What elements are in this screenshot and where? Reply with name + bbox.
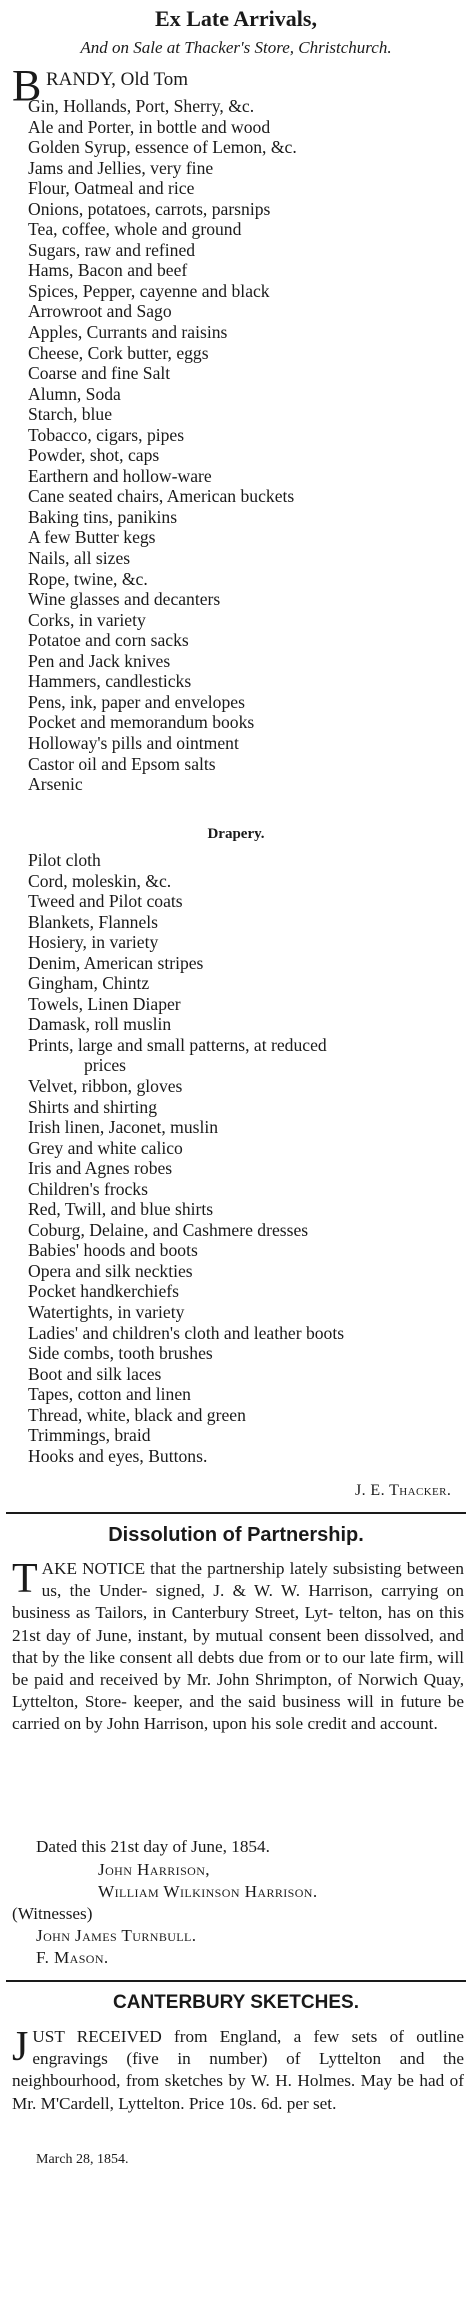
list-item: Watertights, in variety — [28, 1302, 185, 1323]
sketches-notice-body — [12, 2026, 464, 2115]
list-item: Ale and Porter, in bottle and wood — [28, 116, 271, 137]
list-item: Potatoe and corn sacks — [28, 630, 189, 651]
list-item: Prints, large and small patterns, at reduced — [28, 1034, 327, 1055]
text-line: carried on by John Harrison, upon his sole — [12, 1714, 304, 1734]
list-item: Pen and Jack knives — [28, 650, 171, 671]
list-item: Damask, roll muslin — [28, 1014, 172, 1035]
list-item: Gingham, Chintz — [28, 973, 150, 994]
list-item: Cane seated chairs, American buckets — [28, 486, 295, 507]
list-item: Trimmings, braid — [28, 1425, 151, 1446]
list-item: Red, Twill, and blue shirts — [28, 1199, 214, 1220]
list-item: Powder, shot, caps — [28, 445, 160, 466]
text-line: lately subsisting between us, the Under- — [41, 1559, 464, 1601]
witness-mason: F. Mason. — [36, 1948, 109, 1967]
list-item: Coburg, Delaine, and Cashmere dresses — [28, 1219, 309, 1240]
list-item: prices — [84, 1055, 127, 1076]
list-item: Tweed and Pilot coats — [28, 891, 183, 912]
list-item: Tapes, cotton and linen — [28, 1384, 191, 1405]
list-item: Holloway's pills and ointment — [28, 732, 239, 753]
list-item: Pocket and memorandum books — [28, 712, 255, 733]
list-item: Baking tins, panikins — [28, 506, 178, 527]
list-item: Hams, Bacon and beef — [28, 260, 188, 281]
list-item: Gin, Hollands, Port, Sherry, &c. — [28, 96, 255, 116]
list-item: Spices, Pepper, cayenne and black — [28, 280, 270, 301]
list-item: Hosiery, in variety — [28, 932, 159, 953]
list-item: Irish linen, Jaconet, muslin — [28, 1117, 219, 1138]
list-item: Starch, blue — [28, 404, 113, 425]
list-item: Alumn, Soda — [28, 383, 121, 404]
list-item: Iris and Agnes robes — [28, 1158, 173, 1179]
list-item: Hammers, candlesticks — [28, 671, 192, 692]
first-item-text: RANDY, Old Tom — [46, 69, 189, 90]
list-item: Coarse and fine Salt — [28, 363, 171, 384]
list-item: Side combs, tooth brushes — [28, 1343, 213, 1364]
witness-turnbull: John James Turnbull. — [36, 1926, 197, 1945]
list-item: Velvet, ribbon, gloves — [28, 1076, 183, 1097]
divider-rule — [6, 1980, 466, 1982]
list-item: Nails, all sizes — [28, 548, 131, 569]
ad-title-canterbury-sketches: CANTERBURY SKETCHES. — [113, 1992, 359, 2013]
divider-rule — [6, 1512, 466, 1514]
text-line: credit and account. — [307, 1714, 438, 1734]
list-item: Arrowroot and Sago — [28, 301, 172, 322]
drop-cap-letter: T — [12, 1556, 38, 1602]
list-item: Denim, American stripes — [28, 952, 204, 973]
list-item: Pens, ink, paper and envelopes — [28, 691, 245, 712]
list-item: Tobacco, cigars, pipes — [28, 424, 185, 445]
text-line: business as Tailors, in Canterbury Street, Lyt- — [12, 1603, 334, 1623]
list-item: Pocket handkerchiefs — [28, 1281, 179, 1302]
list-item: Arsenic — [28, 774, 83, 795]
list-item: Flour, Oatmeal and rice — [28, 178, 195, 199]
dissolution-notice-body — [12, 1558, 464, 1736]
drapery-heading: Drapery. — [207, 826, 265, 842]
signature-text: J. E. Thacker. — [355, 1482, 452, 1499]
text-line: UST RECEIVED from England, a few — [32, 2027, 340, 2046]
list-item: Rope, twine, &c. — [28, 568, 148, 589]
ad-subtitle-thackers-store: And on Sale at Thacker's Store, Christchurch. — [80, 38, 392, 57]
list-item: Jams and Jellies, very fine — [28, 157, 214, 178]
list-item: A few Butter kegs — [28, 527, 156, 548]
list-item: Corks, in variety — [28, 609, 146, 630]
signature-thacker — [355, 1482, 451, 1500]
list-item: Hooks and eyes, Buttons. — [28, 1445, 208, 1466]
list-item: Blankets, Flannels — [28, 911, 158, 932]
drop-cap-letter: J — [12, 2024, 29, 2070]
list-item: Boot and silk laces — [28, 1363, 162, 1384]
grocery-item-list — [28, 96, 468, 795]
list-item: Onions, potatoes, carrots, parsnips — [28, 198, 271, 219]
signer-john-harrison: John Harrison, — [98, 1860, 210, 1879]
list-item: Cord, moleskin, &c. — [28, 870, 172, 891]
dated-line: Dated this 21st day of June, 1854. — [36, 1837, 270, 1856]
ad-title-dissolution: Dissolution of Partnership. — [108, 1524, 364, 1546]
list-item: Babies' hoods and boots — [28, 1240, 198, 1261]
list-item: Ladies' and children's cloth and leather boots — [28, 1322, 345, 1343]
list-item: Sugars, raw and refined — [28, 239, 196, 260]
text-line: of Lyttelton and the neighbourhood, from — [12, 2049, 464, 2091]
list-item: Apples, Currants and raisins — [28, 322, 228, 343]
text-line: M'Cardell, Lyttelton. Price 10s. 6d. per set. — [40, 2093, 337, 2113]
list-item: Children's frocks — [28, 1178, 148, 1199]
notice-date: March 28, 1854. — [36, 2152, 129, 2167]
list-item: Tea, coffee, whole and ground — [28, 219, 242, 240]
list-item: Pilot cloth — [28, 850, 101, 870]
text-line: signed, J. & W. W. Harrison, carrying on — [155, 1581, 464, 1601]
text-line: Shrimpton, of Norwich Quay, Lyttelton, Store- — [12, 1670, 465, 1712]
witnesses-label: (Witnesses) — [12, 1904, 93, 1923]
list-item: Cheese, Cork butter, eggs — [28, 342, 209, 363]
text-line: AKE NOTICE that the partnership — [41, 1559, 285, 1578]
list-item: Wine glasses and decanters — [28, 589, 221, 610]
ad-title-ex-late-arrivals: Ex Late Arrivals, — [155, 6, 317, 31]
text-line: like consent all debts due from or to our late — [89, 1647, 395, 1667]
list-item: Golden Syrup, essence of Lemon, &c. — [28, 137, 297, 158]
list-item: Earthern and hollow-ware — [28, 465, 212, 486]
drapery-item-list — [28, 850, 468, 1466]
text-line: sketches by W. H. Holmes. May be had of Mr. — [12, 2071, 464, 2113]
list-item: Thread, white, black and green — [28, 1404, 246, 1425]
list-item: Opera and silk neckties — [28, 1260, 193, 1281]
drop-cap-letter: B — [12, 61, 42, 110]
text-line: keeper, and the said business will in future be — [133, 1692, 464, 1712]
text-line: mutual consent been dissolved, and that by the — [12, 1625, 465, 1667]
list-item: Shirts and shirting — [28, 1096, 158, 1117]
text-line: firm, will be paid and received by Mr. John — [12, 1647, 464, 1690]
list-item: Towels, Linen Diaper — [28, 993, 181, 1014]
text-line: sets of outline engravings (five in number) — [32, 2027, 464, 2069]
list-item: Grey and white calico — [28, 1137, 183, 1158]
text-line: telton, has on this 21st day of June, instant, by — [12, 1603, 465, 1645]
list-item: Castor oil and Epsom salts — [28, 753, 216, 774]
signer-william-harrison: William Wilkinson Harrison. — [98, 1882, 318, 1901]
